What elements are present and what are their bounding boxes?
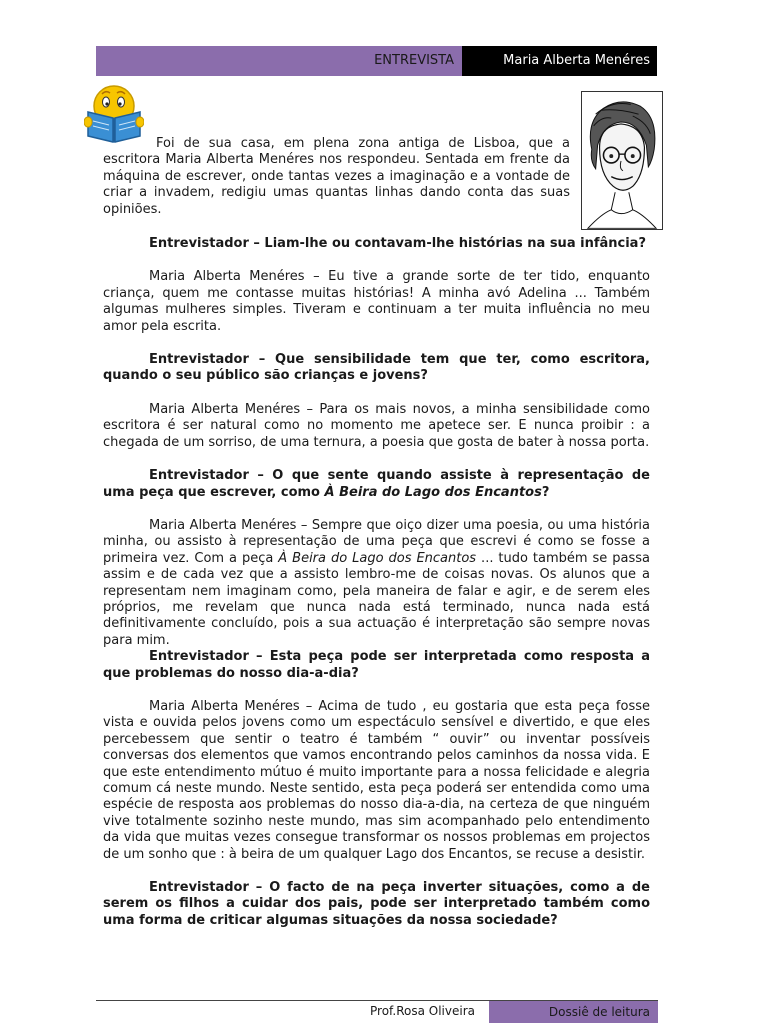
question-3-end: ? [541, 484, 550, 500]
answer-3-text: Maria Alberta Menéres – Sempre que oiço dizer uma poesia, ou uma história minha, ou assisto à representação de uma peça que escrevi é como se fosse a primeira vez. Com a peça [103, 517, 650, 566]
question-2: Entrevistador – Que sensibilidade tem que ter, como escritora, quando o seu público são crianças e jovens? [103, 352, 650, 384]
header-bar [96, 46, 657, 76]
header-author-name: Maria Alberta Menéres [462, 46, 657, 76]
interview-body [103, 136, 650, 946]
question-4: Entrevistador – Esta peça pode ser interpretada como resposta a que problemas do nosso dia-a-dia? [103, 649, 650, 681]
section-title: ENTREVISTA [374, 53, 454, 68]
question-1: Entrevistador – Liam-lhe ou contavam-lhe histórias na sua infância? [149, 236, 646, 252]
footer-author: Prof.Rosa Oliveira [370, 1004, 475, 1018]
answer-4: Maria Alberta Menéres – Acima de tudo , eu gostaria que esta peça fosse vista e ouvida pelos jovens como um espectáculo sensível e divertido, e que eles percebessem que sentir o teatro é também “ ouvir” ou inventar possíveis conversas dos elementos que vamos encontrando pelos caminhos da nossa vida. E que este entendimento mútuo é muito importante para a nossa felicidade e alegria comum cá neste mundo. Neste sentido, esta peça poderá ser entendida como uma espécie de resposta aos problemas do nosso dia-a-dia, na certeza de que ninguém vive totalmente sozinho neste mundo, mas sim acompanhado pelo entendimento da vida que muitas vezes consegue transformar os nossos problemas em projectos de um sonho que : à beira de um qualquer Lago dos Encantos, se recuse a desistir. [103, 698, 650, 862]
answer-3-play-title: À Beira do Lago dos Encantos [278, 550, 477, 566]
question-3-text: Entrevistador – O que sente quando assiste à representação de uma peça que escrever, como [103, 468, 650, 500]
question-3-play-title: À Beira do Lago dos Encantos [324, 484, 542, 500]
question-3 [103, 468, 650, 501]
question-5: Entrevistador – O facto de na peça inverter situações, como a de serem os filhos a cuidar dos pais, pode ser interpretado também como uma forma de criticar algumas situações da nossa sociedade? [103, 880, 650, 928]
answer-3-rest: ... tudo também se passa assim e de cada vez que a assisto lembro-me de coisas novas. Os alunos que a representam nem imaginam como, pela maneira de falar e agir, e de serem eles próprios, me revelam que nunca nada está terminado, nunca nada está definitivamente concluído, pois a sua actuação é interpretação são sempre novas para mim. [103, 550, 650, 648]
footer-tag: Dossiê de leitura [489, 1001, 658, 1023]
answer-3 [103, 518, 650, 649]
answer-2: Maria Alberta Menéres – Para os mais novos, a minha sensibilidade como escritora é ser natural como no momento me apetece ser. E nunca proibir : a chegada de um sorriso, de uma ternura, a poesia que gosta de bater à nossa porta. [103, 401, 650, 450]
answer-1: Maria Alberta Menéres – Eu tive a grande sorte de ter tido, enquanto criança, quem me contasse muitas histórias! A minha avó Adelina ... Também algumas mulheres simples. Tiveram e continuam a ter muita influência no meu amor pela escrita. [103, 269, 650, 334]
reading-smiley-icon [84, 82, 144, 144]
intro-paragraph: Foi de sua casa, em plena zona antiga de Lisboa, que a escritora Maria Alberta Menéres nos respondeu. Sentada em frente da máquina de escrever, onde tantas vezes a imaginação e a vontade de criar a invadem, redigiu umas quantas linhas dando conta das suas opiniões. [103, 136, 570, 217]
